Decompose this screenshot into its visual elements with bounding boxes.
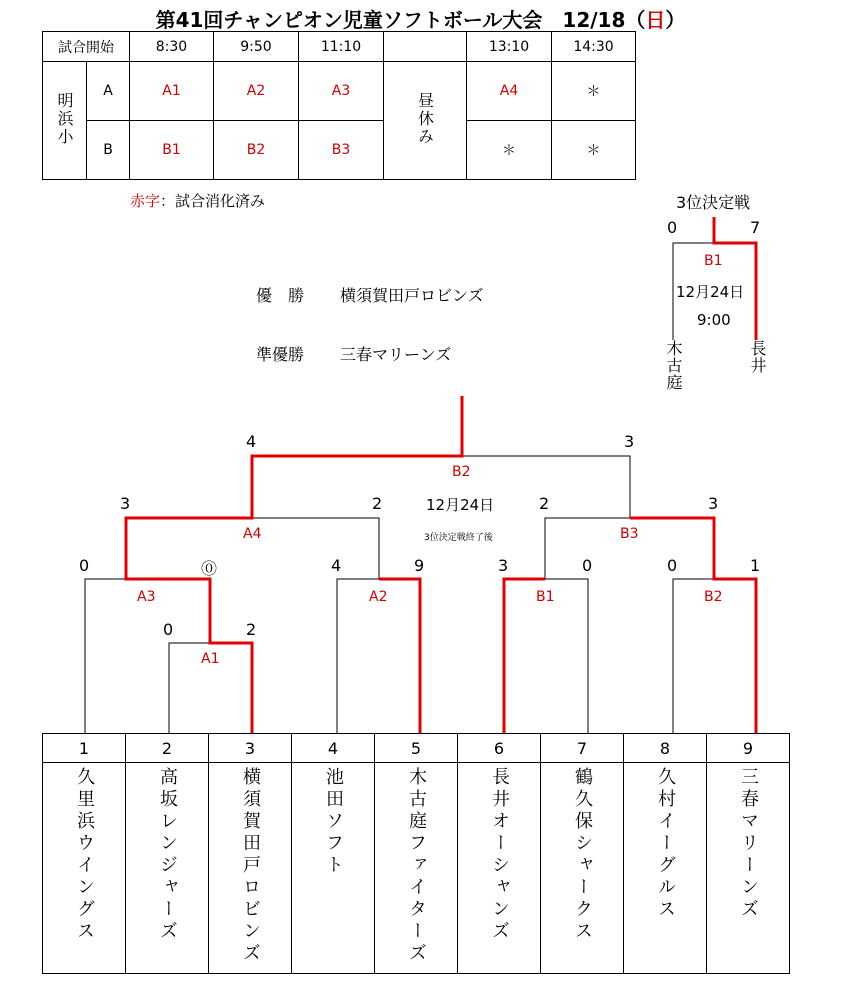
team-number: 8 xyxy=(624,734,707,763)
title-day: 日 xyxy=(645,8,666,32)
page-title: 第41回チャンピオン児童ソフトボール大会 12/18（日） xyxy=(155,8,686,32)
game-a3-score-right: ⓪ xyxy=(201,559,218,578)
team-name: 木古庭ファイターズ xyxy=(375,763,458,974)
game-b3-score-right: 3 xyxy=(708,494,719,513)
game-a1-score-right: 2 xyxy=(246,620,257,639)
schedule-cell: A1 xyxy=(130,62,214,121)
schedule-time: 8:30 xyxy=(130,32,214,62)
team-number: 5 xyxy=(375,734,458,763)
team-number: 3 xyxy=(209,734,292,763)
team-number: 7 xyxy=(541,734,624,763)
team-name: 鶴久保シャークス xyxy=(541,763,624,974)
third-place-team-left: 木古庭 xyxy=(664,340,683,391)
schedule-row-label: A xyxy=(87,62,130,121)
team-name: 長井オーシャンズ xyxy=(458,763,541,974)
schedule-cell: A3 xyxy=(299,62,384,121)
legend-note: 赤字：試合消化済み xyxy=(130,192,266,210)
final-game-label: B2 xyxy=(452,464,471,480)
game-b2-label: B2 xyxy=(704,589,723,605)
team-name: 久村イーグルス xyxy=(624,763,707,974)
game-a2-score-left: 4 xyxy=(331,556,342,575)
schedule-time: 14:30 xyxy=(552,32,636,62)
final-date: 12月24日 xyxy=(426,496,495,514)
schedule-cell: ＊ xyxy=(467,121,552,180)
runnerup-team: 三春マリーンズ xyxy=(340,345,452,364)
team-name: 横須賀田戸ロビンズ xyxy=(209,763,292,974)
schedule-header-label: 試合開始 xyxy=(43,32,130,62)
final-score-right: 3 xyxy=(624,432,635,451)
game-a3-score-left: 0 xyxy=(79,556,90,575)
winner-line xyxy=(126,396,462,733)
game-a4-score-left: 3 xyxy=(120,494,131,513)
team-number: 1 xyxy=(43,734,126,763)
game-b1-label: B1 xyxy=(536,589,555,605)
game-b3-score-left: 2 xyxy=(539,494,550,513)
team-number: 9 xyxy=(707,734,790,763)
bracket-line xyxy=(252,518,379,579)
third-place-game: B1 xyxy=(704,253,723,269)
third-place-team-right: 長井 xyxy=(748,340,767,374)
schedule-time: 11:10 xyxy=(299,32,384,62)
team-name: 高坂レンジャーズ xyxy=(126,763,209,974)
third-place-score-right: 7 xyxy=(750,218,761,237)
game-a3-label: A3 xyxy=(137,589,156,605)
game-a4-score-right: 2 xyxy=(372,494,383,513)
game-a2-label: A2 xyxy=(369,589,388,605)
schedule-time: 13:10 xyxy=(467,32,552,62)
schedule-cell: ＊ xyxy=(552,121,636,180)
champion-label: 優 勝 xyxy=(256,286,305,305)
bracket-line xyxy=(85,579,126,733)
game-b1-score-left: 3 xyxy=(498,556,509,575)
game-b2-score-left: 0 xyxy=(667,556,678,575)
runnerup-label: 準優勝 xyxy=(256,345,305,364)
schedule-cell: A4 xyxy=(467,62,552,121)
game-b3-label: B3 xyxy=(620,526,639,542)
game-a1-label: A1 xyxy=(201,651,220,667)
schedule-time: 9:50 xyxy=(214,32,299,62)
game-a1-score-left: 0 xyxy=(163,620,174,639)
schedule-cell: B1 xyxy=(130,121,214,180)
schedule-school: 明浜小 xyxy=(43,62,87,180)
schedule-cell: B3 xyxy=(299,121,384,180)
schedule-cell: A2 xyxy=(214,62,299,121)
team-name: 池田ソフト xyxy=(292,763,375,974)
team-name: 久里浜ウイングス xyxy=(43,763,126,974)
team-number: 6 xyxy=(458,734,541,763)
team-number: 2 xyxy=(126,734,209,763)
final-score-left: 4 xyxy=(246,432,257,451)
final-note: 3位決定戦終了後 xyxy=(424,533,493,543)
game-b1-score-right: 0 xyxy=(582,556,593,575)
third-place-score-left: 0 xyxy=(667,218,678,237)
game-a2-score-right: 9 xyxy=(414,556,425,575)
schedule-cell: B2 xyxy=(214,121,299,180)
team-number: 4 xyxy=(292,734,375,763)
third-place-time: 9:00 xyxy=(697,311,731,329)
game-b2-score-right: 1 xyxy=(750,556,761,575)
third-place-title: 3位決定戦 xyxy=(676,193,751,212)
team-name: 三春マリーンズ xyxy=(707,763,790,974)
winner-line xyxy=(630,518,756,733)
team-table xyxy=(42,733,790,974)
game-a4-label: A4 xyxy=(243,526,262,542)
champion-team: 横須賀田戸ロビンズ xyxy=(340,286,484,305)
third-place-date: 12月24日 xyxy=(676,283,745,301)
schedule-cell: ＊ xyxy=(552,62,636,121)
schedule-row-label: B xyxy=(87,121,130,180)
schedule-lunch: 昼休み xyxy=(384,62,467,180)
